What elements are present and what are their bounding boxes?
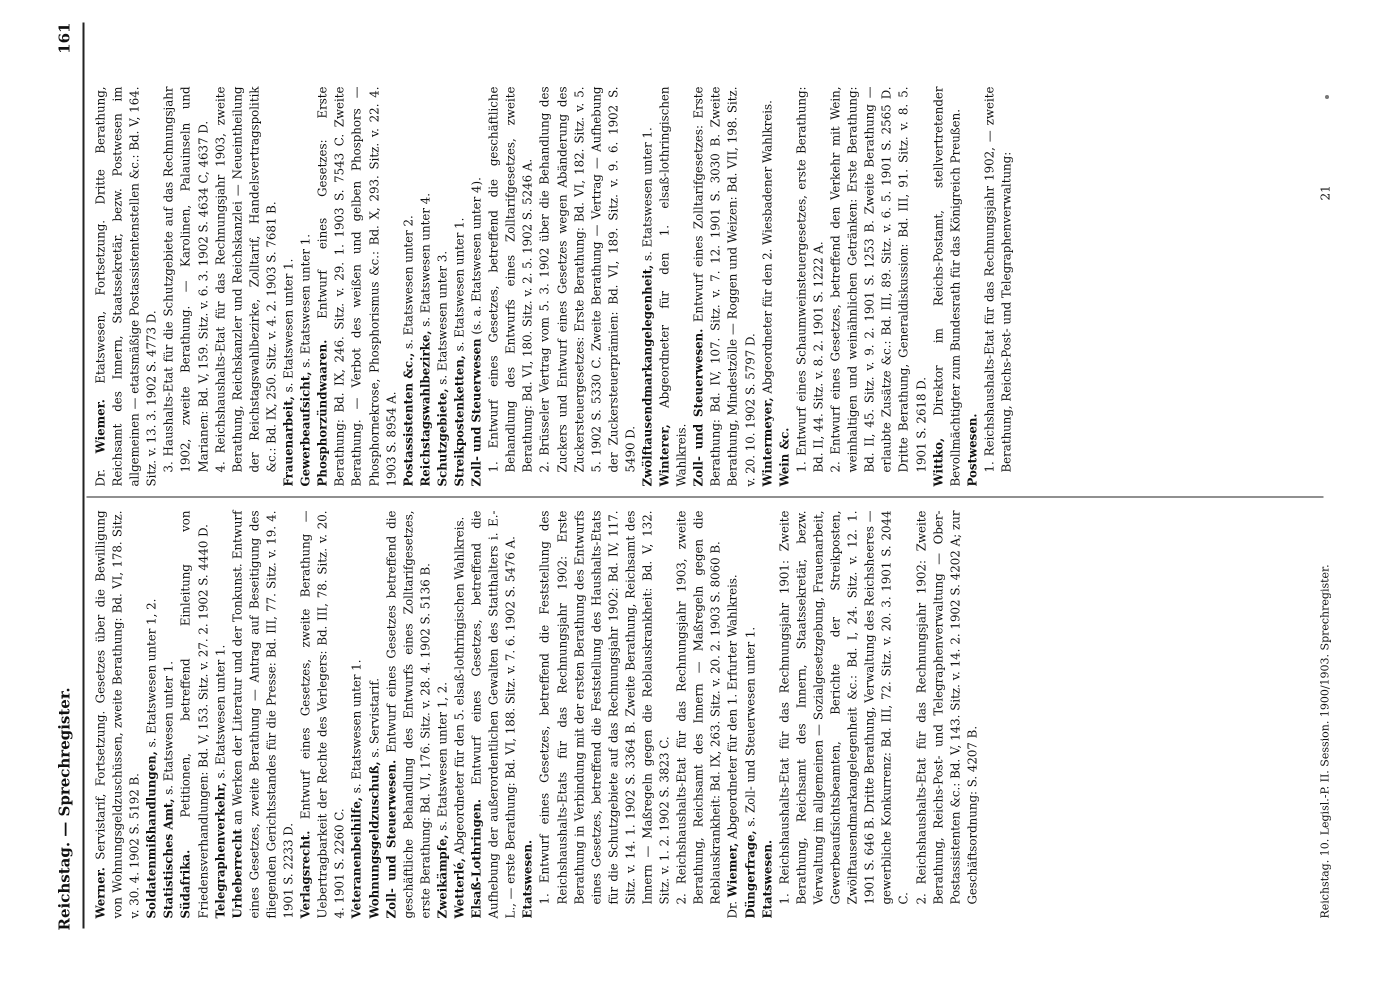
entry-text: Abgeordneter für den 1. Erfurter Wahlkreis.	[725, 573, 740, 839]
entry-heading: Phosphorzündwaaren.	[315, 339, 330, 486]
entry-text: Entwurf eines Gesetzes, zweite Berathung — Uebertragbarkeit der Rechte des Verlegers: Bd. III, 78. Sitz. v. 20. 4. 1901 S. 2260 C.	[298, 509, 347, 918]
entry-heading: Winterer,	[657, 423, 672, 486]
page-number: 161	[55, 22, 73, 54]
entry-text: 2. Reichshaushalts-Etat für das Rechnungsjahr 1902: Zweite Berathung, Reichs-Post- und Telegraphenverwaltung — Ober-Postassistenten &c.: Bd. V, 143. Sitz. v. 14. 2. 1902 S. 4202 A; zur Geschäftsordnung: S. 4207 B.	[913, 510, 979, 904]
entry-heading: Elsaß-Lothringen.	[469, 798, 484, 918]
left-column	[92, 510, 981, 918]
register-entry	[759, 86, 776, 486]
entry-text: s. Etatswesen unter 4.	[417, 192, 432, 327]
entry-text: s. Etatswesen unter 1.	[161, 660, 176, 795]
entry-prefix: Dr.	[725, 900, 740, 918]
entry-heading: Zoll- und Steuerwesen	[469, 337, 484, 486]
register-entry	[519, 510, 536, 918]
register-entry	[776, 510, 913, 904]
entry-heading: Etatswesen.	[520, 839, 535, 918]
register-entry	[468, 86, 485, 486]
entry-text: s. Zoll- und Steuerwesen unter 1.	[742, 626, 757, 827]
register-entry	[383, 510, 434, 918]
register-entry	[366, 510, 383, 918]
entry-text: Servistarif, Fortsetzung. Gesetzes über die Bewilligung von Wohnungsgeldzuschüssen, zweite Berathung: Bd. VI, 178. Sitz. v. 30. 4. 1902 S. 5192 B.	[93, 510, 142, 918]
entry-text: 1. Reichshaushalts-Etat für das Rechnungsjahr 1902, — zweite Berathung, Reichs-Post- und Telegraphenverwaltung:	[981, 86, 1013, 472]
entry-text: Entwurf eines Gesetzes, betreffend die Aufhebung der außerordentlichen Gewalten des Statthalters i. E.-L., — erste Berathung: Bd. VI, 188. Sitz. v. 7. 6. 1902 S. 5476 A.	[469, 510, 518, 918]
scan-speck	[1325, 95, 1329, 99]
entry-heading: Urheberrecht	[229, 828, 244, 918]
dfg-strip	[1345, 0, 1383, 1000]
register-entry	[690, 86, 758, 486]
entry-heading: Veteranenbeihilfe,	[349, 796, 364, 918]
register-entry	[280, 86, 297, 486]
entry-heading: Südafrika.	[178, 849, 193, 918]
entry-text: Entwurf eines Zolltarifgesetzes: Erste Berathung: Bd. IV, 107. Sitz. v. 7. 12. 1901 S. 3030 B. Zweite Berathung, Mindestzölle — Roggen und Weizen: Bd. VII, 198. Sitz. v. 20. 10. 1902 S. 5797 D.	[691, 86, 757, 486]
register-entry	[673, 510, 724, 904]
register-entry	[160, 510, 177, 918]
entry-heading: Zweikämpfe,	[434, 834, 449, 918]
entry-heading: Verlagsrecht.	[298, 830, 313, 918]
register-entry	[930, 86, 964, 486]
register-entry	[639, 86, 656, 486]
entry-heading: Statistisches Amt,	[161, 798, 176, 918]
entry-heading: Wintermeyer,	[759, 396, 774, 486]
entry-text: s. Etatswesen unter 1.	[212, 644, 227, 779]
entry-heading: Soldatenmißhandlungen,	[144, 750, 159, 918]
entry-text: Abgeordneter für den 2. Wiesbadener Wahlkreis.	[759, 99, 774, 394]
register-entry	[964, 86, 981, 486]
entry-heading: Etatswesen.	[759, 839, 774, 918]
entry-heading: Zwölftausendmarkangelegenheit,	[640, 264, 654, 486]
register-entry	[451, 86, 468, 486]
entry-text: s. Etatswesen unter 1.	[451, 217, 466, 351]
entry-text: 3. Haushalts-Etat für die Schutzgebiete auf das Rechnungsjahr 1902, zweite Berathung. — Karolinen, Palauinseln und Marianen: Bd. V, 159. Sitz. v. 6. 3. 1902 S. 4634 C, 4637 D.	[161, 86, 210, 472]
entry-prefix: Dr.	[93, 468, 107, 486]
entry-text: Petitionen, betreffend Einleitung von Friedensverhandlungen: Bd. V, 153. Sitz. v. 27. 2. 1902 S. 4440 D.	[178, 509, 210, 918]
header-left: Reichstag. — Sprechregister.	[55, 686, 73, 930]
register-entry	[776, 86, 793, 486]
entry-text: s. Etatswesen unter 1, 2.	[144, 598, 159, 747]
register-entry	[348, 510, 365, 918]
entry-heading: Wiemer.	[93, 398, 107, 453]
entry-heading: Wiemer,	[725, 842, 740, 897]
entry-heading: Postwesen.	[964, 412, 979, 486]
footer-left: Reichstag. 10. Legisl.-P. II. Session. 1900/1903. Sprechregister.	[1318, 563, 1331, 918]
register-entry	[400, 86, 417, 486]
register-entry	[742, 510, 759, 918]
register-entry	[434, 510, 451, 918]
register-entry	[536, 510, 673, 904]
header-rule	[82, 22, 84, 928]
entry-text: s. Etatswesen unter 3.	[434, 250, 449, 385]
entry-text: an Werken der Literatur und der Tonkunst. Entwurf eines Gesetzes, zweite Berathung — Antrag auf Beseitigung des fliegenden Gerichtsstandes für die Presse: Bd. III, 77. Sitz. v. 19. 4. 1901 S. 2233 D.	[229, 509, 296, 918]
register-entry	[314, 86, 399, 486]
register-entry	[724, 510, 741, 918]
register-entry	[451, 510, 468, 918]
entry-text: s. Etatswesen unter 1.	[349, 658, 364, 793]
entry-heading: Wein &c.	[776, 427, 791, 486]
entry-heading: Wetterlé,	[451, 857, 466, 918]
register-entry	[536, 86, 639, 472]
register-entry	[468, 510, 519, 918]
entry-heading: Postassistenten &c.,	[400, 352, 415, 486]
register-entry	[913, 510, 981, 904]
column-divider	[86, 496, 1323, 497]
entry-text: s. Etatswesen unter 1.	[640, 126, 654, 261]
entry-heading: Zoll- und Steuerwesen.	[383, 759, 398, 918]
entry-heading: Wohnungsgeldzuschuß,	[366, 760, 381, 918]
entry-text: 1. Entwurf eines Gesetzes, betreffend die Feststellung des Reichshaushalts-Etats für das Rechnungsjahr 1902: Erste Berathung in Verbindung mit der ersten Berathung des Entwurfs eines Gesetzes, betreffend die Feststellung des Haushalts-Etats für die Schutzgebiete auf das Rechnungsjahr 1902: Bd. IV, 117. Sitz. v. 14. 1. 1902 S. 3364 B. Zweite Berathung, Reichsamt des Innern — Maßregeln gegen die Reblauskrankheit: Bd. V, 132. Sitz. v. 1. 2. 1902 S. 3823 C.	[537, 510, 672, 904]
entry-heading: Telegraphenverkehr,	[212, 781, 227, 918]
register-entry	[793, 86, 827, 472]
entry-text: Entwurf eines Gesetzes: Erste Berathung: Bd. IX, 246. Sitz. v. 29. 1. 1903 S. 7543 C. Zweite Berathung. — Verbot des weißen und gelben Phosphors — Phosphornekrose, Phosphorismus &c.: Bd. X, 293. Sitz. v. 22. 4. 1903 S. 8954 A.	[315, 86, 398, 486]
register-entry	[434, 86, 451, 486]
register-entry	[212, 86, 280, 472]
register-entry	[92, 510, 143, 918]
entry-text: Direktor im Reichs-Postamt, stellvertretender Bevollmächtigter zum Bundesrath für das Königreich Preußen.	[930, 86, 962, 486]
entry-text: 2. Brüsseler Vertrag vom 5. 3. 1902 über die Behandlung des Zuckers und Entwurf eines Gesetzes wegen Abänderung des Zuckersteuergesetzes: Erste Berathung: Bd. VI, 182. Sitz. v. 5. 5. 1902 S. 5330 C. Zweite Berathung — Vertrag — Aufhebung der Zuckersteuerprämien: Bd. VI, 189. Sitz. v. 9. 6. 1902 S. 5490 D.	[537, 86, 637, 472]
entry-text: Abgeordneter für den 1. elsaß-lothringischen Wahlkreis.	[657, 85, 689, 486]
register-entry	[485, 86, 536, 472]
entry-text: 1. Entwurf eines Gesetzes, betreffend die geschäftliche Behandlung des Entwurfs eines Zolltarifgesetzes, zweite Berathung: Bd. VI, 180. Sitz. v. 2. 5. 1902 S. 5246 A.	[486, 86, 535, 472]
register-entry	[160, 86, 211, 472]
register-entry	[417, 86, 434, 486]
entry-text: s. Etatswesen unter 1.	[281, 258, 296, 392]
entry-text: 1. Entwurf eines Schaumweinsteuergesetzes, erste Berathung: Bd. II, 44. Sitz. v. 8. 2. 1901 S. 1222 A.	[793, 86, 825, 472]
entry-heading: Wittko,	[930, 437, 945, 486]
entry-text: 2. Reichshaushalts-Etat für das Rechnungsjahr 1903, zweite Berathung, Reichsamt des Innern — Maßregeln gegen die Reblauskrankheit: Bd. IX, 263. Sitz. v. 20. 2. 1903 S. 8060 B.	[674, 510, 723, 904]
entry-text: 4. Reichshaushalts-Etat für das Rechnungsjahr 1903, zweite Berathung, Reichskanzler und Reichskanzlei — Neueintheilung der Reichstagswahlbezirke, Zolltarif, Handelsvertragspolitik &c.: Bd. IX, 250. Sitz. v. 4. 2. 1903 S. 7681 B.	[212, 86, 278, 472]
entry-text: s. Servistarif.	[366, 677, 381, 758]
register-entry	[827, 86, 930, 472]
entry-text: Etatswesen, Fortsetzung. Dritte Berathung, Reichsamt des Innern, Staatssekretär, bezw. Postwesen im allgemeinen — etatsmäßige Postassistentenstellen &c.: Bd. V, 164. Sitz. v. 13. 3. 1902 S. 4773 D.	[93, 85, 159, 486]
entry-heading: Schutzgebiete,	[434, 387, 449, 486]
entry-heading: Zoll- und Steuerwesen.	[691, 328, 706, 486]
entry-heading: Streikpostenketten,	[451, 354, 466, 486]
register-entry	[759, 510, 776, 918]
entry-heading: Düngerfrage,	[742, 829, 757, 918]
entry-text: 1. Reichshaushalts-Etat für das Rechnungsjahr 1901: Zweite Berathung, Reichsamt des Innern, Staatssekretär, bezw. Verwaltung im allgemeinen — Sozialgesetzgebung, Frauenarbeit, Gewerbeaufsichtsbeamten, Berichte der Streikposten, Zwölftausendmarkangelegenheit &c.: Bd. I, 24. Sitz. v. 12. 1. 1901 S. 646 B. Dritte Berathung, Verwaltung des Reichsheeres — gewerbliche Konkurrenz: Bd. III, 72. Sitz. v. 20. 3. 1901 S. 2044 C.	[776, 510, 911, 904]
entry-heading: Gewerbeaufsicht,	[298, 371, 313, 486]
signature-mark: 21	[1318, 184, 1332, 200]
entry-heading: Reichstagswahlbezirke,	[417, 330, 432, 486]
entry-heading: Werner.	[93, 866, 107, 918]
register-entry	[143, 510, 160, 918]
entry-text: Abgeordneter für den 5. elsaß-lothringischen Wahlkreis.	[451, 516, 466, 854]
register-entry	[212, 510, 229, 918]
entry-text: s. Etatswesen unter 1.	[298, 233, 313, 368]
register-entry	[297, 510, 348, 918]
register-entry	[656, 86, 690, 486]
entry-text: 2. Entwurf eines Gesetzes, betreffend den Verkehr mit Wein, weinhaltigen und weinähnlichen Getränken: Erste Berathung: Bd. II, 45. Sitz. v. 9. 2. 1901 S. 1253 B. Zweite Berathung — erlaubte Zusätze &c.: Bd. III, 89. Sitz. v. 6. 5. 1901 S. 2565 D. Dritte Berathung, Generaldiskussion: Bd. III, 91. Sitz. v. 8. 5. 1901 S. 2618 D.	[828, 86, 928, 472]
entry-text: Entwurf eines Gesetzes betreffend die geschäftliche Behandlung des Entwurfs eines Zolltarifgesetzes, erste Berathung: Bd. VI, 176. Sitz. v. 28. 4. 1902 S. 5136 B.	[383, 510, 432, 918]
register-entry	[229, 510, 297, 918]
entry-text: (s. a. Etatswesen unter 4).	[469, 176, 484, 335]
entry-text: s. Etatswesen unter 2.	[400, 214, 415, 349]
register-entry	[177, 510, 211, 918]
register-entry	[92, 86, 160, 486]
right-column	[92, 86, 1015, 486]
entry-heading: Frauenarbeit,	[281, 395, 296, 486]
register-entry	[981, 86, 1015, 472]
register-entry	[297, 86, 314, 486]
entry-text: s. Etatswesen unter 1, 2.	[434, 681, 449, 831]
